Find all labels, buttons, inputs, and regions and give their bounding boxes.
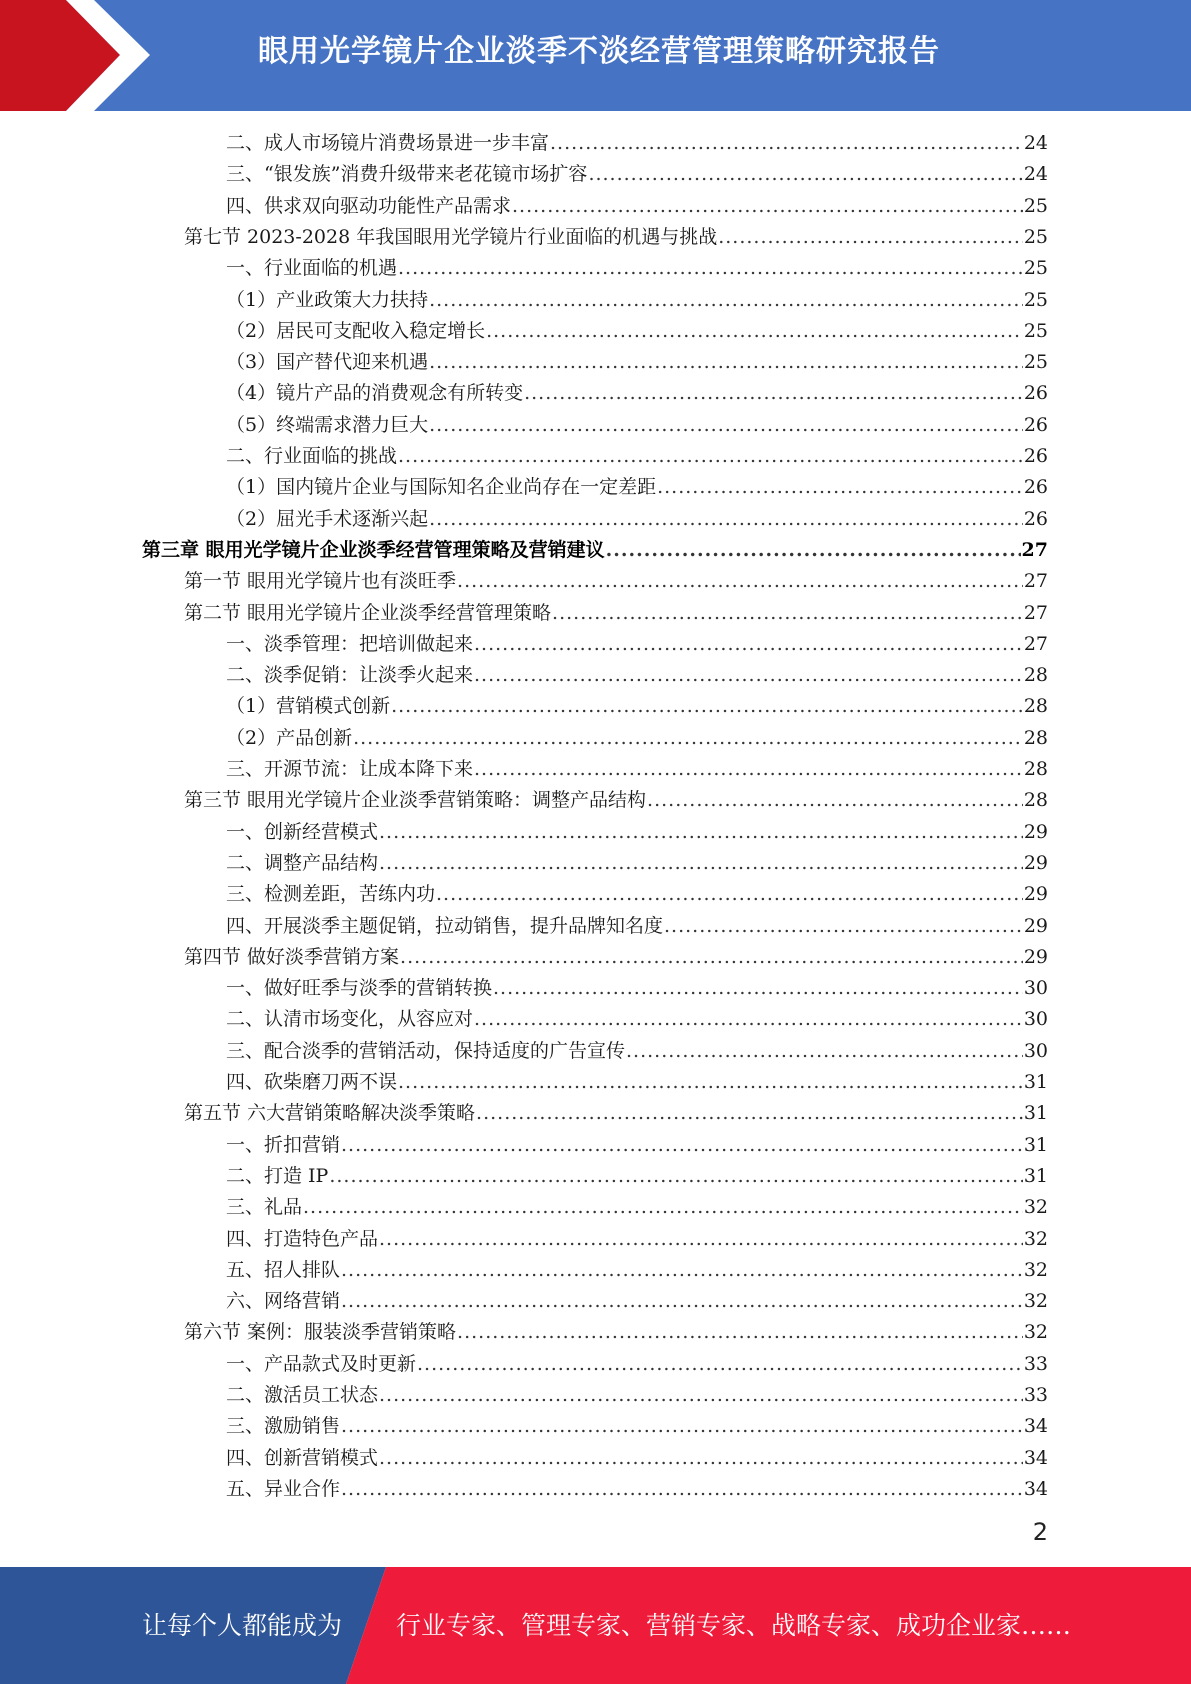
- toc-dot-leader: [436, 879, 1023, 910]
- toc-chapter-entry[interactable]: [142, 535, 1048, 566]
- toc-entry-title: 第二节 眼用光学镜片企业淡季经营管理策略: [184, 602, 552, 624]
- toc-entry-page: 24: [1023, 163, 1048, 185]
- toc-section-entry[interactable]: [184, 566, 1048, 597]
- toc-item-entry[interactable]: [226, 1411, 1048, 1442]
- toc-entry-title: 四、供求双向驱动功能性产品需求: [226, 195, 512, 217]
- toc-entry-title: （1）国内镜片企业与国际知名企业尚存在一定差距: [226, 476, 657, 498]
- toc-dot-leader: [493, 973, 1023, 1004]
- toc-entry-title: 二、淡季促销：让淡季火起来: [226, 664, 474, 686]
- toc-entry-page: 28: [1023, 727, 1048, 749]
- toc-entry-title: 四、砍柴磨刀两不误: [226, 1071, 398, 1093]
- toc-entry-title: 二、认清市场变化，从容应对: [226, 1008, 474, 1030]
- toc-item-entry[interactable]: [226, 1036, 1048, 1067]
- toc-entry-page: 29: [1023, 821, 1048, 843]
- toc-entry-page: 30: [1023, 1008, 1048, 1030]
- toc-entry-page: 24: [1023, 132, 1048, 154]
- toc-dot-leader: [550, 128, 1023, 159]
- toc-dot-leader: [476, 1098, 1023, 1129]
- toc-entry-title: 一、折扣营销: [226, 1134, 341, 1156]
- toc-dot-leader: [552, 598, 1023, 629]
- toc-entry-title: 五、异业合作: [226, 1478, 341, 1500]
- toc-entry-title: 三、检测差距，苦练内功: [226, 883, 436, 905]
- toc-item-entry[interactable]: [226, 504, 1048, 535]
- toc-dot-leader: [457, 566, 1023, 597]
- toc-entry-page: 28: [1023, 664, 1048, 686]
- toc-dot-leader: [657, 472, 1023, 503]
- toc-entry-title: （3）国产替代迎来机遇: [226, 351, 429, 373]
- toc-dot-leader: [606, 535, 1021, 566]
- toc-dot-leader: [341, 1130, 1023, 1161]
- page-header: [0, 0, 1191, 111]
- toc-entry-page: 32: [1023, 1290, 1048, 1312]
- toc-section-entry[interactable]: [184, 1098, 1048, 1129]
- toc-entry-page: 29: [1023, 852, 1048, 874]
- toc-entry-title: 第七节 2023-2028 年我国眼用光学镜片行业面临的机遇与挑战: [184, 226, 718, 248]
- toc-item-entry[interactable]: [226, 1380, 1048, 1411]
- toc-entry-page: 25: [1023, 226, 1048, 248]
- toc-entry-page: 33: [1023, 1353, 1048, 1375]
- toc-entry-title: 第四节 做好淡季营销方案: [184, 946, 400, 968]
- toc-item-entry[interactable]: [226, 191, 1048, 222]
- toc-item-entry[interactable]: [226, 1161, 1048, 1192]
- toc-dot-leader: [664, 911, 1023, 942]
- toc-entry-page: 28: [1023, 695, 1048, 717]
- toc-entry-page: 32: [1023, 1228, 1048, 1250]
- toc-item-entry[interactable]: [226, 128, 1048, 159]
- toc-dot-leader: [341, 1411, 1023, 1442]
- toc-dot-leader: [379, 1380, 1023, 1411]
- report-title: 眼用光学镜片企业淡季不淡经营管理策略研究报告: [258, 34, 940, 69]
- toc-dot-leader: [329, 1161, 1022, 1192]
- toc-entry-title: 一、行业面临的机遇: [226, 257, 398, 279]
- toc-item-entry[interactable]: [226, 660, 1048, 691]
- toc-item-entry[interactable]: [226, 1255, 1048, 1286]
- toc-entry-title: 二、成人市场镜片消费场景进一步丰富: [226, 132, 550, 154]
- toc-entry-page: 29: [1023, 946, 1048, 968]
- toc-entry-page: 25: [1023, 320, 1048, 342]
- toc-item-entry[interactable]: [226, 441, 1048, 472]
- toc-dot-leader: [474, 754, 1023, 785]
- toc-entry-title: 四、开展淡季主题促销，拉动销售，提升品牌知名度: [226, 915, 664, 937]
- toc-entry-page: 25: [1023, 195, 1048, 217]
- toc-section-entry[interactable]: [184, 598, 1048, 629]
- toc-item-entry[interactable]: [226, 879, 1048, 910]
- toc-entry-title: 四、打造特色产品: [226, 1228, 379, 1250]
- toc-entry-title: 三、激励销售: [226, 1415, 341, 1437]
- toc-entry-title: （1）产业政策大力扶持: [226, 289, 429, 311]
- toc-dot-leader: [474, 1004, 1023, 1035]
- toc-dot-leader: [303, 1192, 1023, 1223]
- footer-slogan-right: 行业专家、管理专家、营销专家、战略专家、成功企业家……: [396, 1611, 1072, 1640]
- toc-entry-page: 28: [1023, 758, 1048, 780]
- toc-entry-page: 32: [1023, 1196, 1048, 1218]
- toc-entry-title: （4）镜片产品的消费观念有所转变: [226, 382, 524, 404]
- toc-item-entry[interactable]: [226, 1474, 1048, 1505]
- toc-dot-leader: [429, 504, 1023, 535]
- toc-entry-page: 34: [1023, 1447, 1048, 1469]
- toc-item-entry[interactable]: [226, 973, 1048, 1004]
- toc-item-entry[interactable]: [226, 410, 1048, 441]
- toc-item-entry[interactable]: [226, 1192, 1048, 1223]
- toc-entry-page: 31: [1023, 1102, 1048, 1124]
- toc-entry-title: （2）居民可支配收入稳定增长: [226, 320, 486, 342]
- toc-dot-leader: [417, 1349, 1023, 1380]
- toc-item-entry[interactable]: [226, 159, 1048, 190]
- toc-section-entry[interactable]: [184, 222, 1048, 253]
- toc-item-entry[interactable]: [226, 1349, 1048, 1380]
- toc-entry-page: 25: [1023, 289, 1048, 311]
- toc-entry-title: 三、“银发族”消费升级带来老花镜市场扩容: [226, 163, 588, 185]
- toc-dot-leader: [474, 660, 1023, 691]
- toc-dot-leader: [400, 942, 1023, 973]
- toc-item-entry[interactable]: [226, 817, 1048, 848]
- toc-section-entry[interactable]: [184, 785, 1048, 816]
- toc-entry-page: 27: [1023, 602, 1048, 624]
- toc-entry-page: 30: [1023, 977, 1048, 999]
- toc-entry-title: 第五节 六大营销策略解决淡季策略: [184, 1102, 476, 1124]
- toc-entry-title: （5）终端需求潜力巨大: [226, 414, 429, 436]
- toc-dot-leader: [379, 1443, 1023, 1474]
- toc-dot-leader: [398, 253, 1023, 284]
- toc-entry-title: 一、淡季管理：把培训做起来: [226, 633, 474, 655]
- toc-entry-title: 第三节 眼用光学镜片企业淡季营销策略：调整产品结构: [184, 789, 647, 811]
- toc-entry-title: （1）营销模式创新: [226, 695, 391, 717]
- toc-dot-leader: [429, 347, 1023, 378]
- toc-dot-leader: [486, 316, 1023, 347]
- footer-slogan-left: 让每个人都能成为: [142, 1611, 343, 1640]
- toc-entry-page: 27: [1023, 570, 1048, 592]
- page-number: 2: [1032, 1518, 1048, 1546]
- toc-dot-leader: [398, 1067, 1023, 1098]
- toc-dot-leader: [626, 1036, 1023, 1067]
- toc-entry-page: 27: [1023, 633, 1048, 655]
- toc-item-entry[interactable]: [226, 1067, 1048, 1098]
- toc-item-entry[interactable]: [226, 1004, 1048, 1035]
- toc-entry-page: 31: [1023, 1134, 1048, 1156]
- toc-item-entry[interactable]: [226, 1224, 1048, 1255]
- toc-item-entry[interactable]: [226, 316, 1048, 347]
- toc-entry-page: 26: [1023, 414, 1048, 436]
- toc-item-entry[interactable]: [226, 378, 1048, 409]
- toc-dot-leader: [647, 785, 1023, 816]
- toc-dot-leader: [588, 159, 1022, 190]
- toc-entry-page: 25: [1023, 351, 1048, 373]
- toc-dot-leader: [391, 691, 1023, 722]
- toc-section-entry[interactable]: [184, 942, 1048, 973]
- toc-entry-page: 28: [1023, 789, 1048, 811]
- toc-entry-page: 26: [1023, 445, 1048, 467]
- toc-dot-leader: [341, 1474, 1023, 1505]
- toc-entry-page: 34: [1023, 1415, 1048, 1437]
- toc-item-entry[interactable]: [226, 754, 1048, 785]
- toc-entry-page: 33: [1023, 1384, 1048, 1406]
- toc-item-entry[interactable]: [226, 1443, 1048, 1474]
- toc-item-entry[interactable]: [226, 723, 1048, 754]
- toc-entry-title: 二、打造 IP: [226, 1165, 329, 1187]
- toc-dot-leader: [429, 285, 1023, 316]
- toc-entry-title: （2）产品创新: [226, 727, 353, 749]
- toc-item-entry[interactable]: [226, 253, 1048, 284]
- toc-item-entry[interactable]: [226, 1286, 1048, 1317]
- toc-item-entry[interactable]: [226, 285, 1048, 316]
- toc-entry-page: 31: [1023, 1165, 1048, 1187]
- toc-dot-leader: [718, 222, 1023, 253]
- toc-entry-title: 五、招人排队: [226, 1259, 341, 1281]
- toc-entry-page: 26: [1023, 476, 1048, 498]
- toc-item-entry[interactable]: [226, 911, 1048, 942]
- toc-entry-title: 二、行业面临的挑战: [226, 445, 398, 467]
- toc-entry-title: 二、调整产品结构: [226, 852, 379, 874]
- toc-entry-page: 30: [1023, 1040, 1048, 1062]
- toc-item-entry[interactable]: [226, 629, 1048, 660]
- toc-entry-page: 29: [1023, 915, 1048, 937]
- toc-entry-page: 34: [1023, 1478, 1048, 1500]
- toc-dot-leader: [341, 1255, 1023, 1286]
- toc-entry-page: 27: [1021, 539, 1048, 561]
- toc-dot-leader: [379, 1224, 1023, 1255]
- toc-entry-title: 一、创新经营模式: [226, 821, 379, 843]
- toc-entry-page: 25: [1023, 257, 1048, 279]
- toc-entry-title: 二、激活员工状态: [226, 1384, 379, 1406]
- toc-entry-page: 26: [1023, 382, 1048, 404]
- toc-dot-leader: [429, 410, 1023, 441]
- toc-entry-title: 第一节 眼用光学镜片也有淡旺季: [184, 570, 457, 592]
- toc-dot-leader: [512, 191, 1023, 222]
- toc-entry-title: 六、网络营销: [226, 1290, 341, 1312]
- toc-dot-leader: [474, 629, 1023, 660]
- toc-entry-page: 31: [1023, 1071, 1048, 1093]
- toc-dot-leader: [379, 848, 1023, 879]
- toc-item-entry[interactable]: [226, 691, 1048, 722]
- toc-item-entry[interactable]: [226, 848, 1048, 879]
- toc-dot-leader: [398, 441, 1023, 472]
- toc-entry-title: （2）屈光手术逐渐兴起: [226, 508, 429, 530]
- toc-item-entry[interactable]: [226, 472, 1048, 503]
- toc-dot-leader: [341, 1286, 1023, 1317]
- toc-entry-title: 三、配合淡季的营销活动，保持适度的广告宣传: [226, 1040, 626, 1062]
- toc-entry-title: 一、做好旺季与淡季的营销转换: [226, 977, 493, 999]
- toc-section-entry[interactable]: [184, 1317, 1048, 1348]
- toc-entry-title: 四、创新营销模式: [226, 1447, 379, 1469]
- toc-item-entry[interactable]: [226, 1130, 1048, 1161]
- toc-dot-leader: [457, 1317, 1023, 1348]
- page-footer: [0, 1567, 1191, 1684]
- toc-entry-page: 26: [1023, 508, 1048, 530]
- toc-entry-title: 第六节 案例：服装淡季营销策略: [184, 1321, 457, 1343]
- toc-entry-page: 32: [1023, 1259, 1048, 1281]
- toc-entry-title: 三、礼品: [226, 1196, 303, 1218]
- toc-entry-title: 一、产品款式及时更新: [226, 1353, 417, 1375]
- toc-dot-leader: [524, 378, 1023, 409]
- toc-dot-leader: [379, 817, 1023, 848]
- toc-entry-title: 三、开源节流：让成本降下来: [226, 758, 474, 780]
- toc-entry-title: 第三章 眼用光学镜片企业淡季经营管理策略及营销建议: [142, 539, 605, 561]
- toc-item-entry[interactable]: [226, 347, 1048, 378]
- toc-dot-leader: [353, 723, 1023, 754]
- toc-entry-page: 32: [1023, 1321, 1048, 1343]
- toc-entry-page: 29: [1023, 883, 1048, 905]
